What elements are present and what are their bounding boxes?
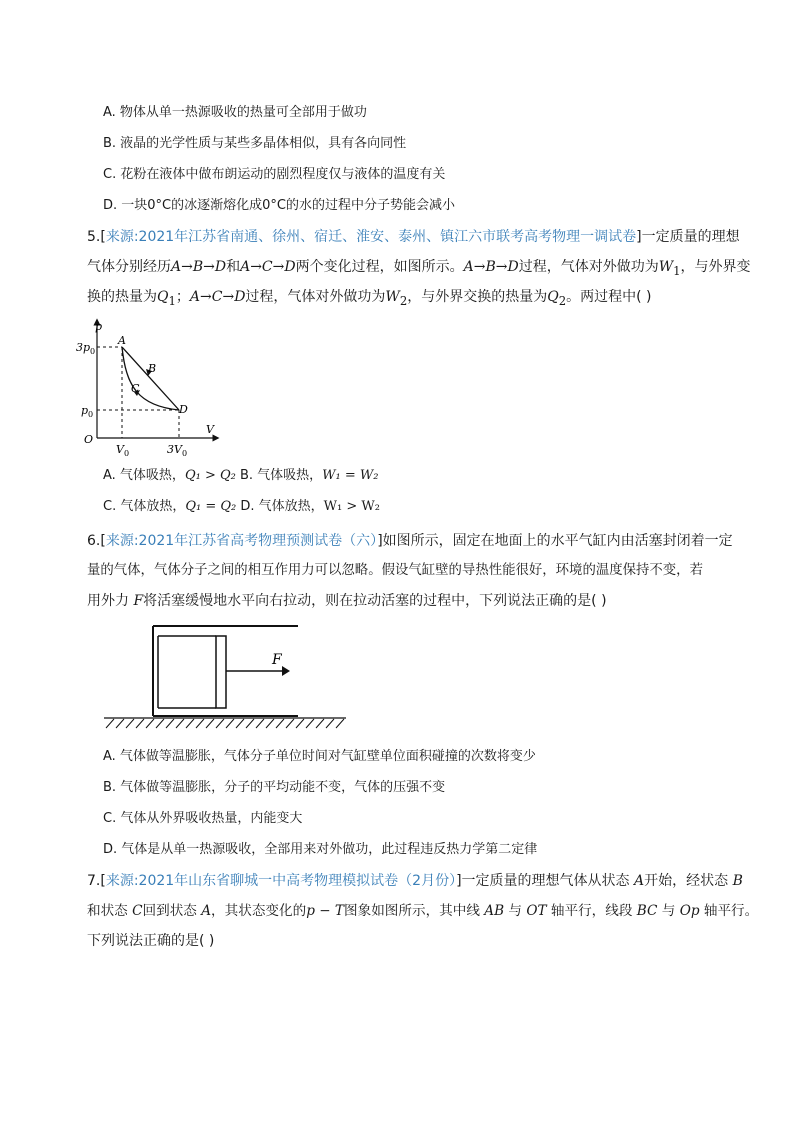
q5-tick-v0: $V_0$ (116, 443, 130, 458)
q6-line-2: 量的气体，气体分子之间的相互作用力可以忽略。假设气缸壁的导热性能很好，环境的温度保持不变，若 (87, 563, 703, 578)
q6-source: 来源:2021年江苏省高考物理预测试卷（六） (105, 533, 378, 549)
q4-option-d: D. 一块0°C的冰逐渐熔化成0°C的水的过程中分子势能会减小 (103, 198, 455, 213)
q6-option-a: A. 气体做等温膨胀，气体分子单位时间对气缸壁单位面积碰撞的次数将变少 (103, 749, 536, 764)
q5-tick-p0: $p_0$ (81, 404, 94, 419)
q7-source: 来源:2021年山东省聊城一中高考物理模拟试卷（2月份） (105, 873, 457, 889)
question-5 (87, 222, 751, 312)
q4-option-b: B. 液晶的光学性质与某些多晶体相似，具有各向同性 (103, 136, 407, 151)
q6-ground-hatch (106, 719, 344, 728)
q6-option-b: B. 气体做等温膨胀，分子的平均动能不变，气体的压强不变 (103, 780, 446, 795)
q5-line-2: 气体分别经历A→B→D和A→C→D两个变化过程，如图所示。A→B→D过程，气体对外做功为$W_1$，与外界变 (87, 259, 751, 278)
q5-point-d: D (179, 403, 188, 416)
q5-path-abd (122, 347, 179, 410)
q5-point-a: A (118, 334, 126, 347)
q6-force-label: F (272, 652, 282, 668)
q6-cylinder-figure (98, 620, 350, 736)
q5-tick-3v0: $3V_0$ (167, 443, 188, 458)
q7-line-1: 7.[来源:2021年山东省聊城一中高考物理模拟试卷（2月份）]一定质量的理想气体从状态 A开始，经状态 B (87, 873, 743, 889)
q4-option-a: A. 物体从单一热源吸收的热量可全部用于做功 (103, 105, 367, 120)
q5-label-p: p (95, 320, 103, 333)
q5-label-o: O (84, 433, 94, 446)
q6-option-c: C. 气体从外界吸收热量，内能变大 (103, 811, 303, 826)
q5-point-c: C (131, 382, 140, 395)
q5-pv-graph (76, 316, 226, 458)
q5-line-1: 5.[来源:2021年江苏省南通、徐州、宿迁、淮安、泰州、镇江六市联考高考物理一调试卷]一定质量的理想 (87, 229, 740, 245)
question-6 (87, 526, 733, 616)
q5-source: 来源:2021年江苏省南通、徐州、宿迁、淮安、泰州、镇江六市联考高考物理一调试卷 (105, 229, 637, 245)
q7-line-2: 和状态 C回到状态 A，其状态变化的p − T图象如图所示，其中线 AB 与 OT 轴平行，线段 BC 与 Op 轴平行。 (87, 903, 759, 919)
question-7 (87, 866, 759, 956)
q5-options-row-2: C. 气体放热，Q₁ = Q₂ D. 气体放热，W₁ > W₂ (103, 499, 380, 514)
q5-label-v: V (206, 423, 214, 436)
q7-line-3: 下列说法正确的是( ) (87, 933, 215, 949)
q6-line-3: 用外力 F将活塞缓慢地水平向右拉动，则在拉动活塞的过程中，下列说法正确的是( ) (87, 593, 607, 609)
q6-piston (216, 636, 226, 708)
q6-option-d: D. 气体是从单一热源吸收，全部用来对外做功，此过程违反热力学第二定律 (103, 842, 538, 857)
q4-option-c: C. 花粉在液体中做布朗运动的剧烈程度仅与液体的温度有关 (103, 167, 446, 182)
q5-tick-3p0: $3p_0$ (76, 341, 96, 356)
q6-line-1: 6.[来源:2021年江苏省高考物理预测试卷（六）]如图所示，固定在地面上的水平气缸内由活塞封闭着一定 (87, 533, 733, 549)
q5-point-b: B (148, 362, 157, 375)
q5-options-row-1: A. 气体吸热，Q₁ > Q₂ B. 气体吸热，W₁ = W₂ (103, 468, 379, 483)
q5-line-3: 换的热量为$Q_1$；A→C→D过程，气体对外做功为$W_2$，与外界交换的热量为$Q_2$。两过程中( ) (87, 289, 652, 308)
